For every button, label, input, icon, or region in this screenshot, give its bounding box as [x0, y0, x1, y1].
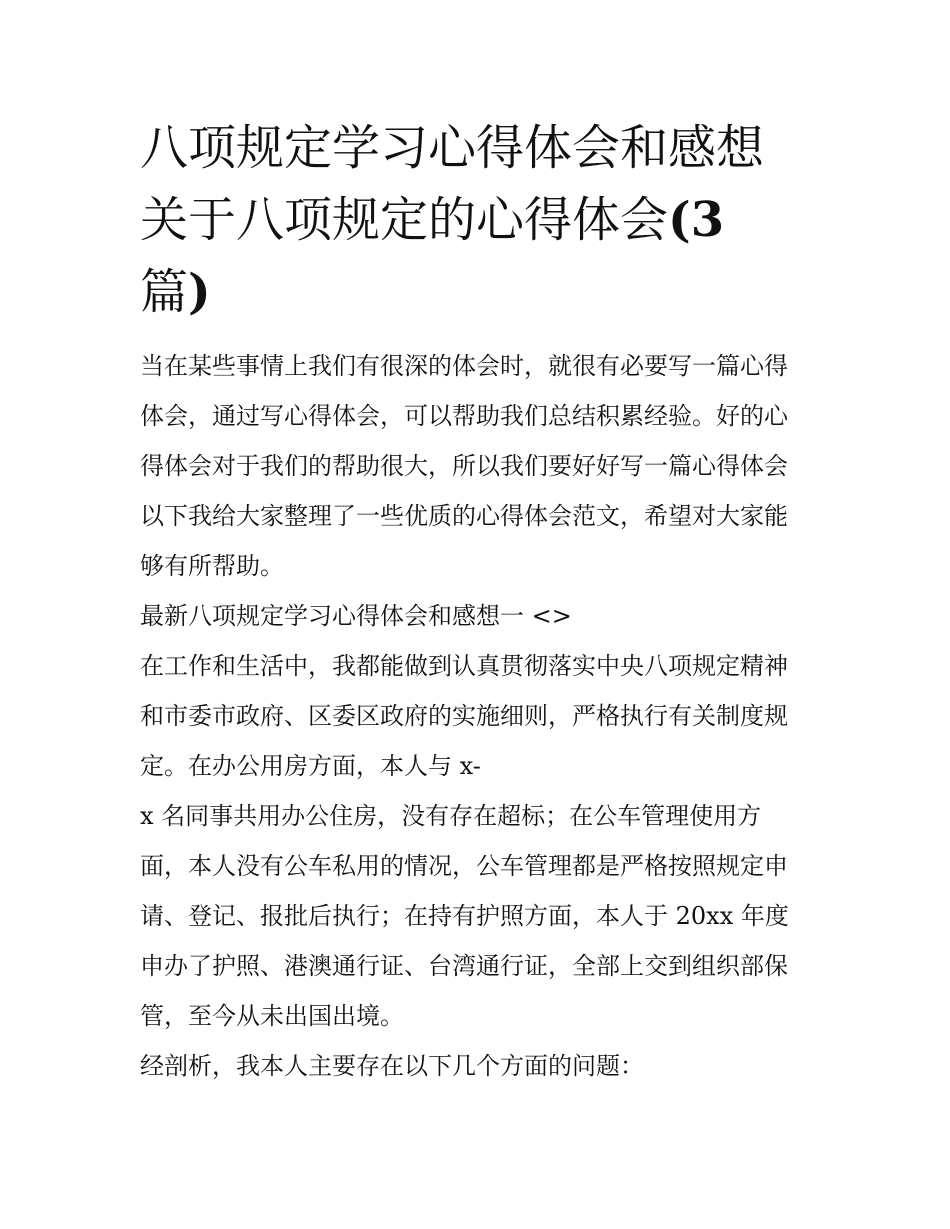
section-heading — [140, 591, 820, 641]
body-paragraph — [140, 1041, 820, 1091]
text-line: 管，至今从未出国出境。 — [140, 1002, 404, 1030]
text-line: 够有所帮助。 — [140, 552, 284, 580]
text-line: x 名同事共用办公住房，没有存在超标；在公车管理使用方 — [140, 802, 762, 830]
document-page — [140, 112, 820, 1091]
text-line: 在工作和生活中，我都能做到认真贯彻落实中央八项规定精神 — [140, 652, 788, 680]
intro-paragraph — [140, 341, 820, 591]
text-line: 体会，通过写心得体会，可以帮助我们总结积累经验。好的心 — [140, 402, 788, 430]
text-line: 以下我给大家整理了一些优质的心得体会范文，希望对大家能 — [140, 502, 788, 530]
text-line: 请、登记、报批后执行；在持有护照方面，本人于 20xx 年度 — [140, 902, 789, 930]
title-line: 八项规定学习心得体会和感想 — [140, 120, 765, 176]
text-line: 得体会对于我们的帮助很大，所以我们要好好写一篇心得体会 — [140, 452, 788, 480]
title-line: 篇) — [140, 264, 211, 320]
text-line: 和市委市政府、区委区政府的实施细则，严格执行有关制度规 — [140, 702, 788, 730]
document-body — [140, 341, 820, 1091]
body-paragraph — [140, 791, 820, 1041]
text-line: 定。在办公用房方面，本人与 x- — [140, 752, 481, 780]
document-title — [140, 112, 820, 328]
text-line: 申办了护照、港澳通行证、台湾通行证，全部上交到组织部保 — [140, 952, 788, 980]
text-line: 最新八项规定学习心得体会和感想一 <> — [140, 602, 572, 630]
body-paragraph — [140, 641, 820, 791]
title-line: 关于八项规定的心得体会(3 — [140, 192, 725, 248]
text-line: 当在某些事情上我们有很深的体会时，就很有必要写一篇心得 — [140, 352, 788, 380]
text-line: 经剖析，我本人主要存在以下几个方面的问题： — [140, 1052, 644, 1080]
text-line: 面，本人没有公车私用的情况，公车管理都是严格按照规定申 — [140, 852, 788, 880]
